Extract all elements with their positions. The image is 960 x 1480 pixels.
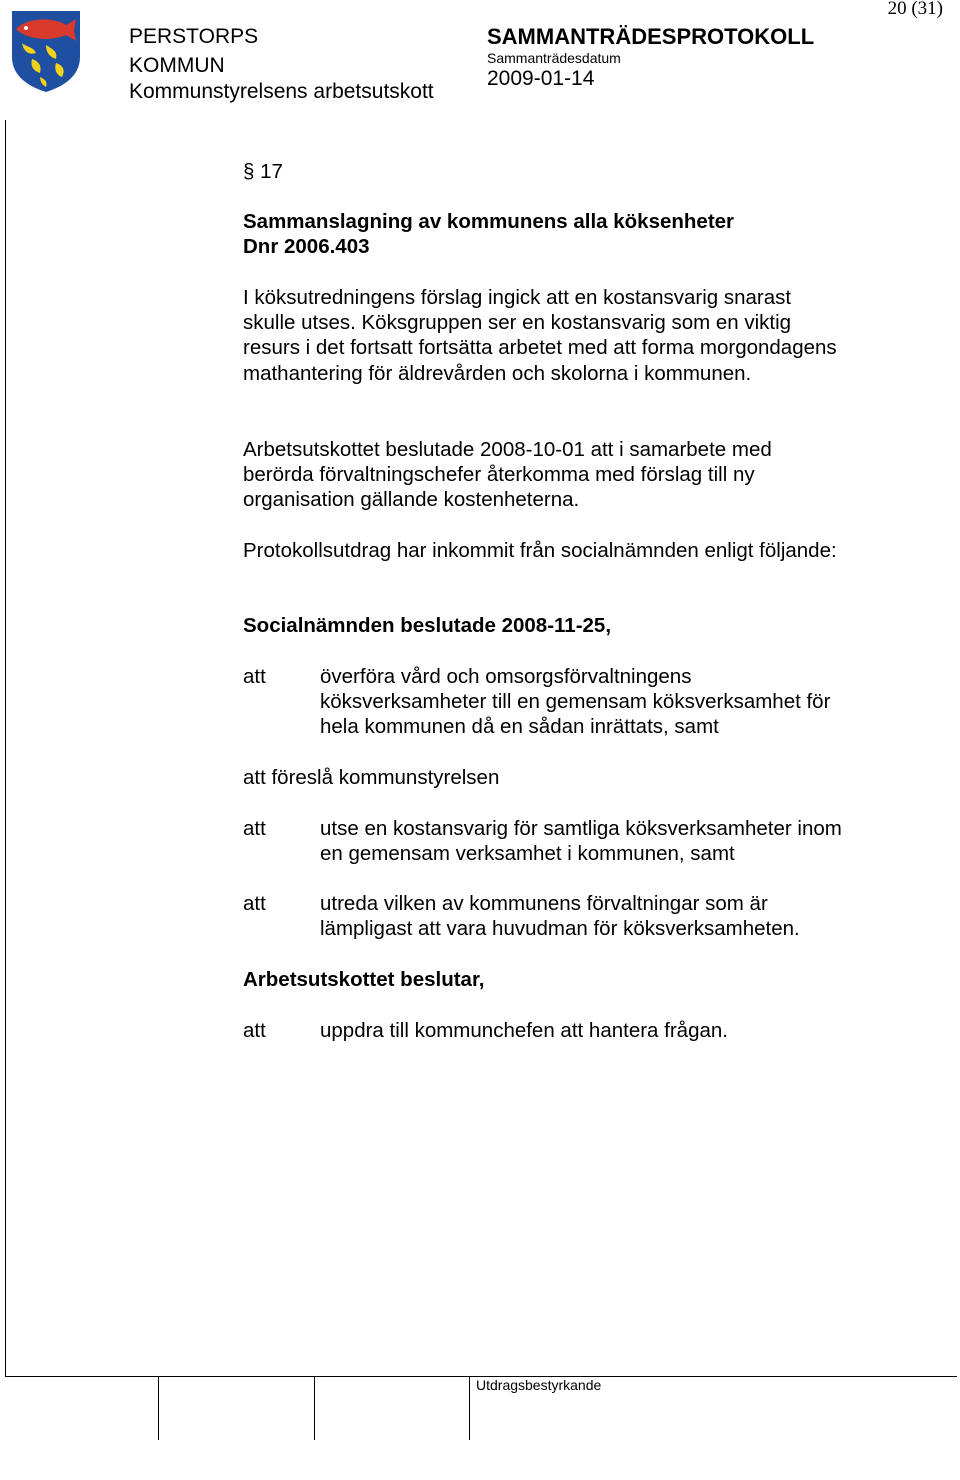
paragraph-previous-decision: Arbetsutskottet beslutade 2008-10-01 att i samarbete med berörda förvaltningschefer återkomma med förslag till ny organisation gällande kostenheterna. bbox=[243, 438, 772, 512]
meeting-date: 2009-01-14 bbox=[487, 67, 595, 90]
signature-box-divider-2 bbox=[314, 1376, 315, 1440]
decision-clause-label: att bbox=[243, 665, 266, 688]
proposal-clause-label: att bbox=[243, 892, 266, 915]
proposal-line: att föreslå kommunstyrelsen bbox=[243, 766, 500, 789]
social-committee-decision-heading: Socialnämnden beslutade 2008-11-25, bbox=[243, 614, 612, 637]
proposal-clause-text: utreda vilken av kommunens förvaltningar som är lämpligast att vara huvudman för köksverksamheten. bbox=[320, 892, 800, 941]
paragraph-background: I köksutredningens förslag ingick att en kostansvarig snarast skulle utses. Köksgruppen ser en kostansvarig som en viktig resurs i det fortsatt fortsätta arbetet med att forma morgondagens mathantering för äldrevården och skolorna i kommunen. bbox=[243, 286, 837, 385]
proposal-clause-label: att bbox=[243, 817, 266, 840]
meeting-date-label: Sammanträdesdatum bbox=[487, 50, 621, 66]
signature-box-divider-3 bbox=[469, 1376, 470, 1440]
committee-decision-clause-text: uppdra till kommunchefen att hantera frågan. bbox=[320, 1019, 728, 1042]
decision-clause-text: överföra vård och omsorgsförvaltningens köksverksamheter till en gemensam köksverksamhet för hela kommunen då en sådan inrättats, samt bbox=[320, 665, 831, 739]
paragraph-protocol-extract: Protokollsutdrag har inkommit från socialnämnden enligt följande: bbox=[243, 539, 837, 562]
left-margin-line bbox=[5, 120, 6, 1376]
proposal-clause-text: utse en kostansvarig för samtliga köksverksamheter inom en gemensam verksamhet i kommunen, samt bbox=[320, 817, 842, 866]
organization-name: PERSTORPS bbox=[129, 25, 259, 48]
paragraph-number: § 17 bbox=[243, 160, 283, 183]
committee-decision-heading: Arbetsutskottet beslutar, bbox=[243, 968, 485, 991]
page-number: 20 (31) bbox=[887, 0, 943, 19]
coat-of-arms-logo bbox=[10, 9, 82, 93]
committee-decision-clause-label: att bbox=[243, 1019, 266, 1042]
section-title: Sammanslagning av kommunens alla köksenheter bbox=[243, 210, 735, 233]
case-number: Dnr 2006.403 bbox=[243, 235, 370, 258]
committee-name: Kommunstyrelsens arbetsutskott bbox=[129, 80, 434, 103]
document-title: SAMMANTRÄDESPROTOKOLL bbox=[487, 24, 815, 49]
organization-name-line2: KOMMUN bbox=[129, 54, 225, 77]
signature-box-divider-1 bbox=[158, 1376, 159, 1440]
attestation-label: Utdragsbestyrkande bbox=[476, 1377, 602, 1393]
